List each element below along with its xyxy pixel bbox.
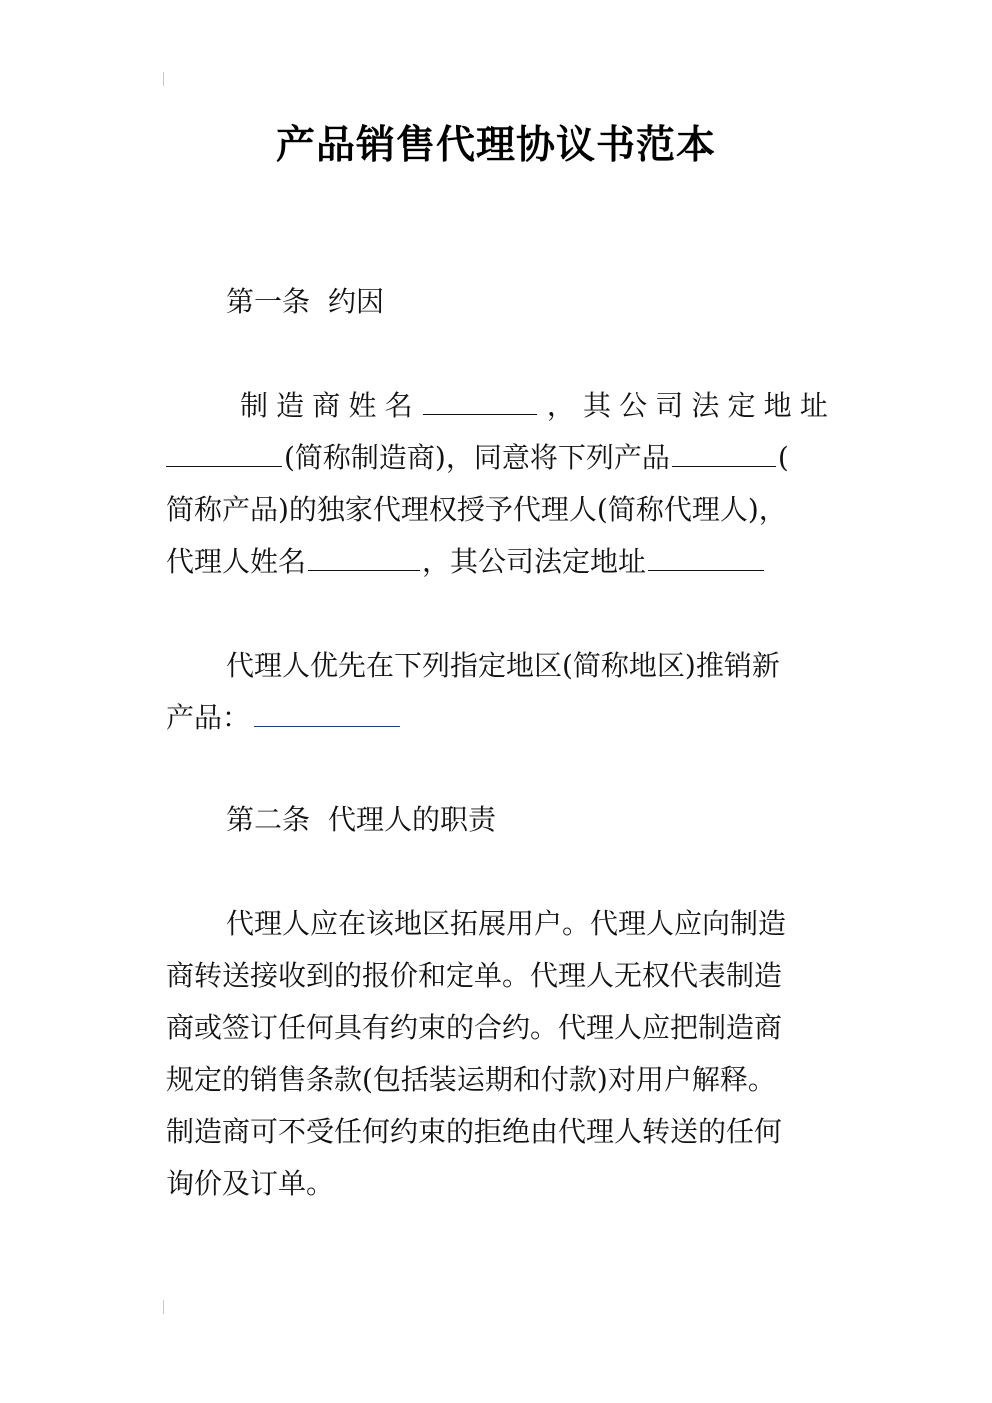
document-title: 产品销售代理协议书范本 — [275, 123, 716, 168]
paragraph-line: 代理人姓名 ，其公司法定地址 — [166, 536, 828, 588]
paragraph-line: 代理人优先在下列指定地区(简称地区)推销新 — [226, 649, 780, 682]
article-2-title: 代理人的职责 — [328, 803, 497, 836]
article-2-paragraph — [166, 898, 828, 1210]
page-corner-mark-bottom — [163, 1300, 164, 1314]
article-2-number: 第二条 — [226, 803, 311, 836]
page-corner-mark-top — [163, 72, 164, 86]
article-1-heading — [226, 282, 384, 322]
paragraph-line: 规定的销售条款(包括装运期和付款)对用户解释。 — [166, 1063, 776, 1096]
article-1-paragraph-1 — [166, 380, 828, 588]
paragraph-line: 询价及订单。 — [166, 1167, 335, 1200]
article-1-number: 第一条 — [226, 285, 311, 318]
article-1-paragraph-2 — [166, 640, 828, 744]
paragraph-line: 制造商可不受任何约束的拒绝由代理人转送的任何 — [166, 1115, 783, 1148]
agent-name-blank — [308, 540, 420, 571]
article-2-heading — [226, 800, 496, 840]
article-1-title: 约因 — [328, 285, 385, 318]
territory-blank — [254, 696, 400, 727]
paragraph-line: 商或签订任何具有约束的合约。代理人应把制造商 — [166, 1011, 783, 1044]
agent-address-blank — [648, 540, 764, 571]
paragraph-line: 代理人应在该地区拓展用户。代理人应向制造 — [226, 907, 787, 940]
paragraph-line: 简称产品)的独家代理权授予代理人(简称代理人)， — [166, 493, 787, 526]
paragraph-line: (简称制造商)，同意将下列产品 ( — [166, 432, 828, 484]
product-blank — [672, 436, 776, 467]
paragraph-line: 商转送接收到的报价和定单。代理人无权代表制造 — [166, 959, 783, 992]
manufacturer-address-blank — [166, 436, 282, 467]
paragraph-line: 产品： — [166, 692, 828, 744]
manufacturer-name-blank — [423, 384, 537, 415]
paragraph-line: 制 造 商 姓 名 ， 其 公 司 法 定 地 址 — [166, 380, 828, 432]
